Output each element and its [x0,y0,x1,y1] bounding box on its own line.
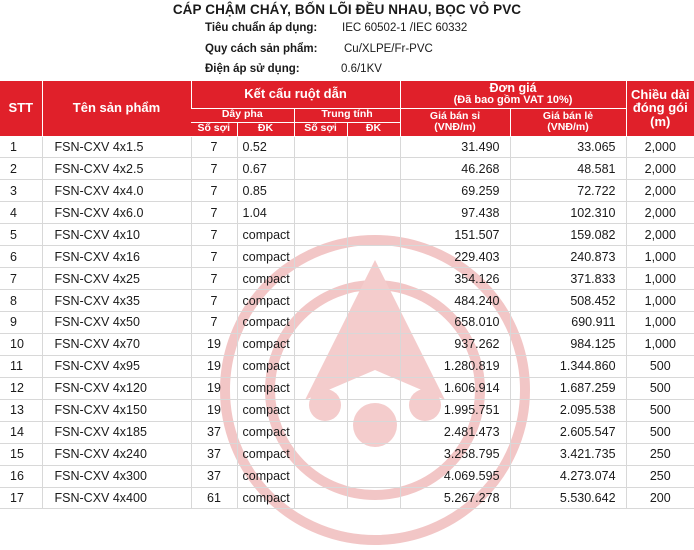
cell-name: FSN-CXV 4x95 [42,355,191,377]
cell-strands: 7 [191,202,237,224]
cell-wholesale: 354.126 [400,268,510,290]
header-wholesale-label: Giá bán sỉ [429,109,481,122]
cell-retail: 1.344.860 [510,355,626,377]
cell-retail: 3.421.735 [510,443,626,465]
cell-neutral-strands [294,290,347,312]
cell-neutral-strands [294,465,347,487]
cell-neutral-strands [294,443,347,465]
table-row [0,377,694,399]
table-row [0,180,694,202]
table-row [0,333,694,355]
cell-strands: 7 [191,224,237,246]
cell-stt: 9 [0,312,42,334]
table-row [0,487,694,509]
cell-neutral-strands [294,421,347,443]
table-row [0,224,694,246]
header-retail-unit: (VNĐ/m) [547,121,589,133]
cell-length: 500 [626,421,694,443]
cell-retail: 102.310 [510,202,626,224]
header-phase-dk: ĐK [237,122,294,136]
cell-name: FSN-CXV 4x185 [42,421,191,443]
cell-dk: compact [237,465,294,487]
cell-wholesale: 658.010 [400,312,510,334]
cell-dk: compact [237,355,294,377]
table-row [0,158,694,180]
spec-product-label: Quy cách sản phẩm: [205,43,318,55]
cell-retail: 159.082 [510,224,626,246]
header-price-title: Đơn giá [489,80,537,95]
cell-neutral-dk [347,355,400,377]
table-row [0,465,694,487]
cell-wholesale: 3.258.795 [400,443,510,465]
cell-strands: 19 [191,355,237,377]
table-row [0,290,694,312]
header-price [400,81,626,108]
cell-retail: 2.605.547 [510,421,626,443]
table-row [0,136,694,158]
cell-neutral-strands [294,136,347,158]
spec-product-value: Cu/XLPE/Fr-PVC [344,43,433,55]
cell-stt: 16 [0,465,42,487]
header-price-note: (Đã bao gồm VAT 10%) [453,94,573,107]
cell-length: 1,000 [626,312,694,334]
cell-length: 200 [626,487,694,509]
cell-strands: 37 [191,443,237,465]
table-row [0,202,694,224]
price-table-body [0,136,694,509]
cell-dk: compact [237,487,294,509]
cell-stt: 1 [0,136,42,158]
spec-voltage-label: Điện áp sử dụng: [205,63,300,75]
cell-name: FSN-CXV 4x2.5 [42,158,191,180]
cell-neutral-strands [294,377,347,399]
cell-length: 250 [626,443,694,465]
cell-wholesale: 5.267.278 [400,487,510,509]
cell-neutral-dk [347,312,400,334]
cell-retail: 4.273.074 [510,465,626,487]
spec-standard-label: Tiêu chuẩn áp dụng: [205,22,318,34]
header-wholesale [400,108,510,136]
cell-dk: 0.52 [237,136,294,158]
cell-strands: 7 [191,312,237,334]
cell-stt: 12 [0,377,42,399]
cell-wholesale: 1.280.819 [400,355,510,377]
cell-neutral-strands [294,246,347,268]
cell-neutral-dk [347,443,400,465]
cell-name: FSN-CXV 4x300 [42,465,191,487]
cell-wholesale: 2.481.473 [400,421,510,443]
cell-wholesale: 1.606.914 [400,377,510,399]
cell-neutral-strands [294,268,347,290]
cell-name: FSN-CXV 4x70 [42,333,191,355]
cell-name: FSN-CXV 4x25 [42,268,191,290]
cell-length: 2,000 [626,136,694,158]
cell-wholesale: 937.262 [400,333,510,355]
cell-neutral-dk [347,487,400,509]
cell-wholesale: 4.069.595 [400,465,510,487]
cell-stt: 15 [0,443,42,465]
cell-dk: compact [237,290,294,312]
cell-strands: 7 [191,290,237,312]
table-row [0,355,694,377]
cell-dk: compact [237,333,294,355]
cell-neutral-strands [294,487,347,509]
cell-stt: 17 [0,487,42,509]
cell-strands: 19 [191,377,237,399]
cell-name: FSN-CXV 4x16 [42,246,191,268]
cell-neutral-strands [294,180,347,202]
header-name: Tên sản phẩm [42,81,191,136]
cell-stt: 5 [0,224,42,246]
cell-name: FSN-CXV 4x10 [42,224,191,246]
header-length: Chiều dài đóng gói (m) [626,81,694,136]
cell-retail: 1.687.259 [510,377,626,399]
cell-stt: 14 [0,421,42,443]
table-row [0,268,694,290]
cell-neutral-strands [294,399,347,421]
cell-neutral-strands [294,355,347,377]
cell-dk: compact [237,246,294,268]
cell-wholesale: 97.438 [400,202,510,224]
cell-name: FSN-CXV 4x4.0 [42,180,191,202]
cell-name: FSN-CXV 4x240 [42,443,191,465]
cell-strands: 7 [191,268,237,290]
cell-name: FSN-CXV 4x1.5 [42,136,191,158]
header-phase: Dây pha [191,108,294,122]
spec-standard-value: IEC 60502-1 /IEC 60332 [342,22,468,34]
cell-name: FSN-CXV 4x150 [42,399,191,421]
cell-stt: 6 [0,246,42,268]
cell-neutral-dk [347,136,400,158]
cell-wholesale: 484.240 [400,290,510,312]
cell-stt: 2 [0,158,42,180]
cell-neutral-strands [294,158,347,180]
cell-neutral-dk [347,224,400,246]
cell-dk: compact [237,268,294,290]
price-table [0,81,694,509]
cell-stt: 7 [0,268,42,290]
cell-neutral-strands [294,224,347,246]
header-stt: STT [0,81,42,136]
cell-length: 250 [626,465,694,487]
table-row [0,246,694,268]
cell-neutral-dk [347,465,400,487]
cell-neutral-dk [347,268,400,290]
cell-dk: 0.85 [237,180,294,202]
table-row [0,443,694,465]
cell-strands: 37 [191,465,237,487]
page-title: CÁP CHẬM CHÁY, BỐN LÕI ĐỀU NHAU, BỌC VỎ PVC [172,2,522,17]
cell-neutral-dk [347,333,400,355]
cell-dk: compact [237,377,294,399]
cell-name: FSN-CXV 4x6.0 [42,202,191,224]
cell-name: FSN-CXV 4x400 [42,487,191,509]
cell-retail: 72.722 [510,180,626,202]
cell-neutral-dk [347,377,400,399]
cell-retail: 690.911 [510,312,626,334]
cell-neutral-dk [347,158,400,180]
cell-strands: 7 [191,136,237,158]
cell-length: 1,000 [626,333,694,355]
cell-wholesale: 1.995.751 [400,399,510,421]
cell-length: 2,000 [626,180,694,202]
table-row [0,399,694,421]
cell-stt: 8 [0,290,42,312]
cell-retail: 33.065 [510,136,626,158]
cell-retail: 2.095.538 [510,399,626,421]
table-row [0,312,694,334]
cell-retail: 48.581 [510,158,626,180]
cell-stt: 13 [0,399,42,421]
header-retail-label: Giá bán lẻ [542,109,594,122]
cell-length: 2,000 [626,202,694,224]
cell-wholesale: 151.507 [400,224,510,246]
cell-name: FSN-CXV 4x120 [42,377,191,399]
header-wholesale-unit: (VNĐ/m) [434,121,476,133]
cell-name: FSN-CXV 4x35 [42,290,191,312]
cell-dk: compact [237,312,294,334]
cell-retail: 508.452 [510,290,626,312]
cell-length: 500 [626,355,694,377]
cell-length: 500 [626,377,694,399]
cell-neutral-dk [347,421,400,443]
cell-stt: 10 [0,333,42,355]
header-neutral-strands: Số sợi [294,122,347,136]
cell-neutral-dk [347,399,400,421]
cell-strands: 19 [191,399,237,421]
cell-length: 2,000 [626,158,694,180]
cell-length: 1,000 [626,268,694,290]
cell-length: 2,000 [626,224,694,246]
cell-wholesale: 31.490 [400,136,510,158]
cell-dk: 0.67 [237,158,294,180]
table-row [0,421,694,443]
cell-dk: compact [237,421,294,443]
cell-stt: 4 [0,202,42,224]
cell-dk: compact [237,224,294,246]
cell-length: 500 [626,399,694,421]
header-structure: Kết cấu ruột dẫn [191,81,400,108]
cell-wholesale: 229.403 [400,246,510,268]
cell-retail: 984.125 [510,333,626,355]
cell-dk: compact [237,399,294,421]
cell-length: 1,000 [626,246,694,268]
cell-neutral-strands [294,202,347,224]
cell-retail: 5.530.642 [510,487,626,509]
cell-dk: 1.04 [237,202,294,224]
spec-voltage-value: 0.6/1KV [341,63,382,75]
cell-strands: 7 [191,158,237,180]
cell-dk: compact [237,443,294,465]
cell-stt: 3 [0,180,42,202]
header-phase-strands: Số sợi [191,122,237,136]
cell-strands: 61 [191,487,237,509]
cell-wholesale: 46.268 [400,158,510,180]
cell-strands: 7 [191,180,237,202]
cell-neutral-dk [347,180,400,202]
header-neutral-dk: ĐK [347,122,400,136]
cell-neutral-strands [294,333,347,355]
cell-name: FSN-CXV 4x50 [42,312,191,334]
cell-wholesale: 69.259 [400,180,510,202]
header-neutral: Trung tính [294,108,400,122]
header-retail [510,108,626,136]
cell-strands: 7 [191,246,237,268]
cell-neutral-dk [347,246,400,268]
cell-strands: 19 [191,333,237,355]
cell-neutral-dk [347,290,400,312]
cell-neutral-strands [294,312,347,334]
cell-retail: 240.873 [510,246,626,268]
cell-retail: 371.833 [510,268,626,290]
cell-strands: 37 [191,421,237,443]
cell-stt: 11 [0,355,42,377]
cell-neutral-dk [347,202,400,224]
cell-length: 1,000 [626,290,694,312]
